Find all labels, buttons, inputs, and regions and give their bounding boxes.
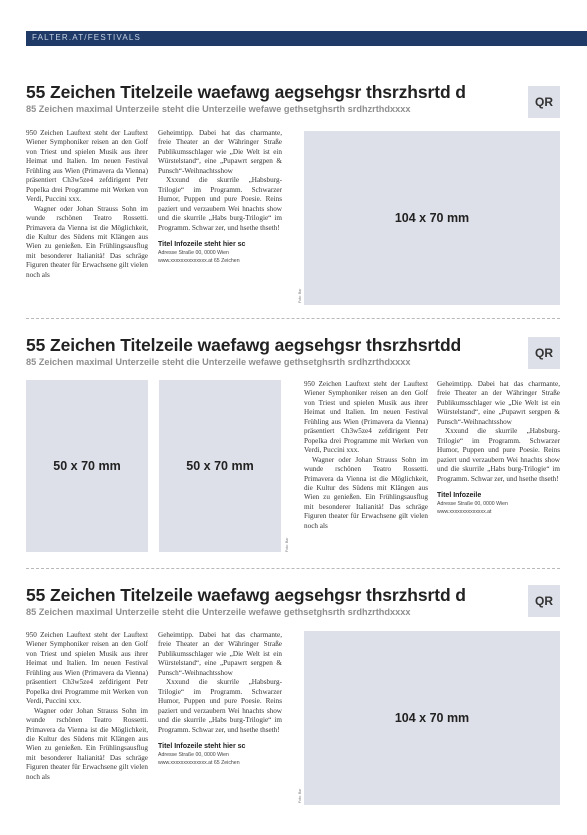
photo-credit: Foto: Bar <box>298 788 302 803</box>
body-paragraph: Wagner oder Johan Strauss Sohn im wunde rschönen Teatro Rossetti. Primavera da Vienna ist die Möglichkeit, die Kultur des Südens mit Klängen aus Wien zu genießen. Ein Frühlingsausflug mit besonderer Italianità! Das schräge Figuren theater für Erwachsene gilt vielen noch als <box>26 706 148 781</box>
info-address: Adresse Straße 00, 0000 Wien <box>158 752 229 759</box>
body-paragraph: 950 Zeichen Lauftext steht der Lauftext Wiener Symphoniker reisen an den Golf von Triest und spielen Musik aus ihrer Heimat und Italien. Im neuen Festival Frühling aus Wien (Primavera da Vienna) präsentiert Ch3w5ze4 zefdirigent Petr Popelka drei Programme mit Werken von Verdi, Puccini xxx. <box>304 380 428 455</box>
body-column <box>437 380 560 560</box>
body-paragraph: 950 Zeichen Lauftext steht der Lauftext Wiener Symphoniker reisen an den Golf von Triest und spielen Musik aus ihrer Heimat und Italien. Im neuen Festival Frühling aus Wien (Primavera da Vienna) präsentiert Ch3w5ze4 zefdirigent Petr Popelka drei Programme mit Werken von Verdi, Puccini xxx. <box>26 631 148 706</box>
qr-code-placeholder: QR <box>528 337 560 369</box>
article-header-1 <box>26 82 560 122</box>
article-subtitle: 85 Zeichen maximal Unterzeile steht die Unterzeile wefawe gethsetghsrth srdhzrthdxxxx <box>26 607 411 617</box>
info-website: www.xxxxxxxxxxxxxx.at <box>437 509 492 516</box>
body-paragraph: Xxxund die skurrile „Habsburg-Trilogie“ im Programm. Schwarzer Humor, Puppen und pure Poesie. Reins paziert und verzaubern Wei hnachts show und die skurrile „Habs burg-Trilogie“ im Programm. Schwar zer, und hsethe thseth! <box>437 427 560 483</box>
article-subtitle: 85 Zeichen maximal Unterzeile steht die Unterzeile wefawe gethsetghsrth srdhzrthdxxxx <box>26 357 411 367</box>
body-paragraph: 950 Zeichen Lauftext steht der Lauftext Wiener Symphoniker reisen an den Golf von Triest und spielen Musik aus ihrer Heimat und Italien. Im neuen Festival Frühling aus Wien (Primavera da Vienna) präsentiert Ch3w5ze4 zefdirigent Petr Popelka drei Programme mit Werken von Verdi, Puccini xxx. <box>26 129 148 204</box>
body-paragraph: Xxxund die skurrile „Habsburg-Trilogie“ im Programm. Schwarzer Humor, Puppen und pure Poesie. Reins paziert und verzaubern Wei hnachts show und die skurrile „Habs burg-Trilogie“ im Programm. Schwar zer, und hsethe thseth! <box>158 678 282 734</box>
body-paragraph: Geheimtipp. Dabei hat das charmante, freie Theater an der Währinger Straße Publikumsschlager wie „Die Welt ist ein Würstelstand“, eine „Pupawrt sergpen & Punsch“-Weihnachtsshow <box>158 129 282 175</box>
body-paragraph: Xxxund die skurrile „Habsburg-Trilogie“ im Programm. Schwarzer Humor, Puppen und pure Poesie. Reins paziert und verzaubern Wei hnachts show und die skurrile „Habs burg-Trilogie“ im Programm. Schwar zer, und hsethe thseth! <box>158 176 282 232</box>
article-header-3 <box>26 585 560 625</box>
section-divider <box>26 568 560 569</box>
qr-code-placeholder: QR <box>528 86 560 118</box>
body-column <box>158 129 282 309</box>
info-title: Titel Infozeile <box>437 491 482 499</box>
body-paragraph: Wagner oder Johan Strauss Sohn im wunde rschönen Teatro Rossetti. Primavera da Vienna ist die Möglichkeit, die Kultur des Südens mit Klängen aus Wien zu genießen. Ein Frühlingsausflug mit besonderer Italianità! Das schräge Figuren theater für Erwachsene gilt vielen noch als <box>26 204 148 279</box>
article-title: 55 Zeichen Titelzeile waefawg aegsehgsr thsrzhsrtd d <box>26 585 466 605</box>
article-title: 55 Zeichen Titelzeile waefawg aegsehgsr thsrzhsrtd d <box>26 82 466 102</box>
photo-credit: Foto: Bar <box>285 537 289 552</box>
article-header-2 <box>26 335 560 375</box>
body-column <box>158 631 282 811</box>
image-placeholder: 104 x 70 mm <box>304 631 560 805</box>
info-website: www.xxxxxxxxxxxxxx.at 65 Zeichen <box>158 760 240 767</box>
section-divider <box>26 318 560 319</box>
info-title: Titel Infozeile steht hier sc <box>158 240 246 248</box>
info-address: Adresse Straße 00, 0000 Wien <box>158 250 229 257</box>
image-placeholder: 50 x 70 mm <box>159 380 281 552</box>
article-title: 55 Zeichen Titelzeile waefawg aegsehgsr thsrzhsrtdd <box>26 335 462 355</box>
photo-credit: Foto: Bar <box>298 288 302 303</box>
info-title: Titel Infozeile steht hier sc <box>158 742 246 750</box>
header-label: FALTER.AT/FESTIVALS <box>32 33 142 42</box>
header-bar <box>26 31 587 46</box>
body-column <box>26 129 148 309</box>
body-paragraph: Geheimtipp. Dabei hat das charmante, freie Theater an der Währinger Straße Publikumsschlager wie „Die Welt ist ein Würstelstand“, eine „Pupawrt sergpen & Punsch“-Weihnachtsshow <box>437 380 560 426</box>
info-address: Adresse Straße 00, 0000 Wien <box>437 501 508 508</box>
body-column <box>304 380 428 560</box>
body-column <box>26 631 148 811</box>
image-placeholder: 50 x 70 mm <box>26 380 148 552</box>
body-paragraph: Wagner oder Johan Strauss Sohn im wunde rschönen Teatro Rossetti. Primavera da Vienna ist die Möglichkeit, die Kultur des Südens mit Klängen aus Wien zu genießen. Ein Frühlingsausflug mit besonderer Italianità! Das schräge Figuren theater für Erwachsene gilt vielen noch als <box>304 455 428 530</box>
image-placeholder: 104 x 70 mm <box>304 131 560 305</box>
qr-code-placeholder: QR <box>528 585 560 617</box>
info-website: www.xxxxxxxxxxxxxx.at 65 Zeichen <box>158 258 240 265</box>
body-paragraph: Geheimtipp. Dabei hat das charmante, freie Theater an der Währinger Straße Publikumsschlager wie „Die Welt ist ein Würstelstand“, eine „Pupawrt sergpen & Punsch“-Weihnachtsshow <box>158 631 282 677</box>
article-subtitle: 85 Zeichen maximal Unterzeile steht die Unterzeile wefawe gethsetghsrth srdhzrthdxxxx <box>26 104 411 114</box>
